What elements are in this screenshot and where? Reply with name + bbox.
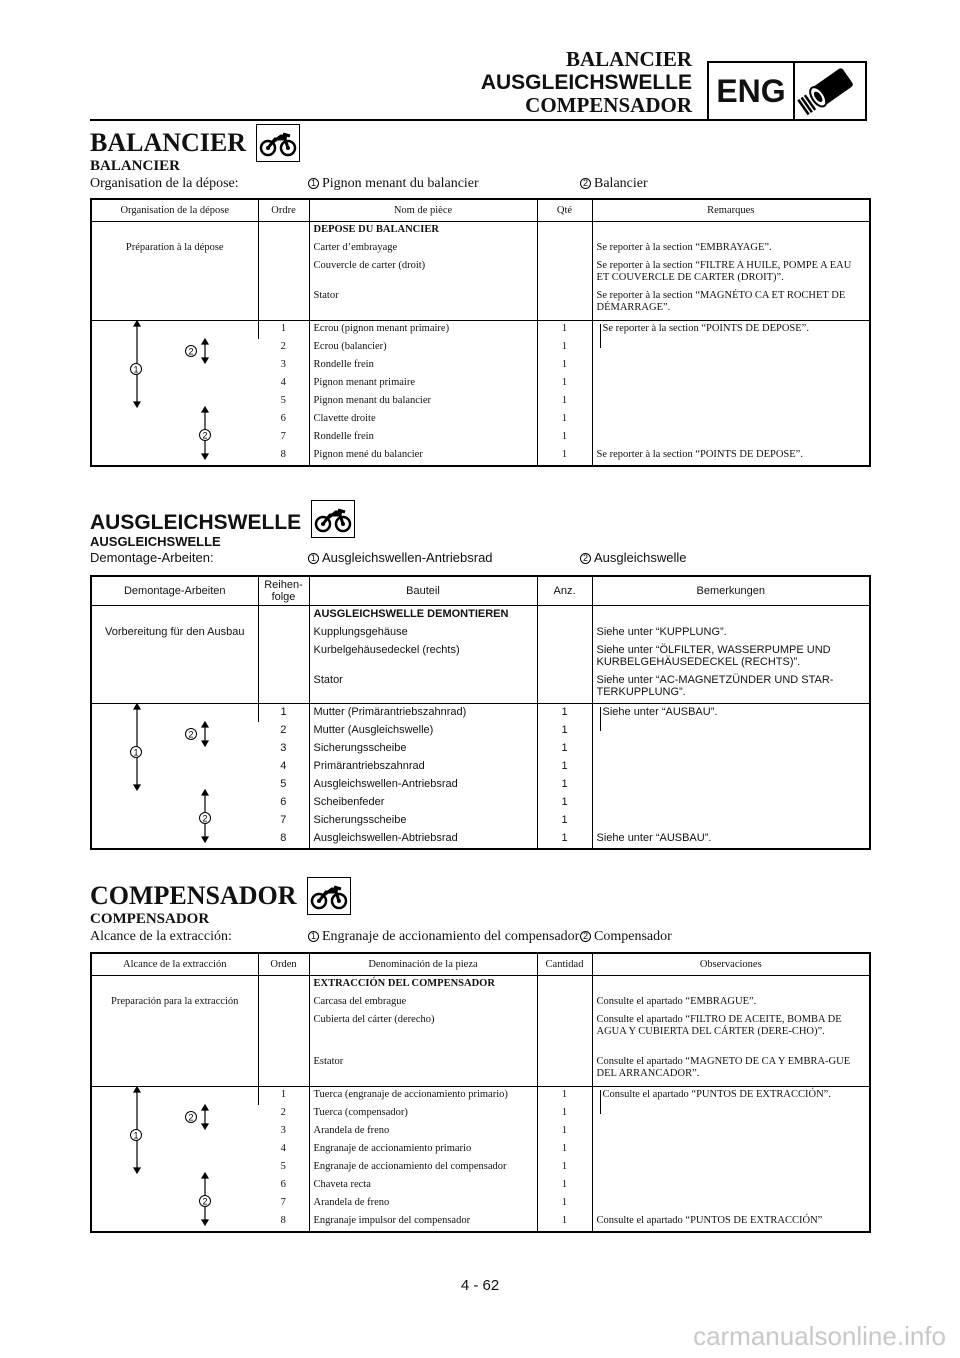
engine-piston-icon — [795, 63, 865, 119]
table-cell — [592, 429, 870, 447]
section-subtitle: AUSGLEICHSWELLE — [90, 534, 221, 549]
col-header: Bemerkungen — [592, 576, 870, 605]
section-subtitle: BALANCIER — [90, 158, 181, 174]
col-header: Reihen-folge — [258, 576, 309, 605]
table-cell: Primärantriebszahnrad — [309, 758, 537, 776]
table-cell: Vorbereitung für den Ausbau — [105, 625, 245, 638]
table-cell: 6 — [280, 1178, 286, 1190]
table-cell: Mutter (Ausgleichswelle) — [309, 722, 537, 740]
table-cell — [258, 976, 309, 995]
table-cell: Siehe unter “ÖLFILTER, WASSERPUMPE UND KURBELGEHÄUSEDECKEL (RECHTS)”. — [592, 642, 870, 672]
header-rule — [90, 119, 708, 121]
table-cell: Consulte el apartado “EMBRAGUE”. — [592, 994, 870, 1012]
col-header: Organisation de la dépose — [91, 199, 258, 222]
table-cell: 1 — [537, 758, 592, 776]
section-ausgleichswelle — [90, 500, 869, 844]
table-cell: Se reporter à la section “FILTRE A HUILE, POMPE A EAU ET COUVERCLE DE CARTER (DROIT)”. — [592, 258, 870, 288]
table-cell: 5 — [280, 394, 286, 406]
col-header: Orden — [258, 953, 309, 976]
table-cell — [592, 1123, 870, 1141]
table-cell: 6 — [280, 796, 287, 808]
table-cell — [537, 1012, 592, 1054]
svg-text:1: 1 — [133, 1130, 139, 1140]
section-title: BALANCIER — [90, 128, 247, 157]
parts-table — [90, 575, 871, 850]
col-header: Ordre — [258, 199, 309, 222]
table-cell — [258, 1012, 309, 1054]
table-cell — [537, 642, 592, 672]
table-cell: Tuerca (engranaje de accionamiento primario) — [309, 1086, 537, 1105]
table-cell: 7 — [280, 814, 287, 826]
svg-text:2: 2 — [202, 1196, 208, 1206]
parts-table — [90, 198, 871, 467]
table-cell: Pignon menant du balancier — [309, 393, 537, 411]
table-cell: 1 — [537, 776, 592, 794]
table-cell: Engranaje de accionamiento primario — [309, 1141, 537, 1159]
table-cell — [537, 1054, 592, 1086]
table-cell — [537, 672, 592, 704]
table-cell — [91, 642, 258, 672]
table-cell: 1 — [258, 320, 309, 339]
table-cell: 6 — [280, 412, 286, 424]
table-row — [91, 704, 870, 723]
table-cell — [592, 411, 870, 429]
table-row — [91, 1012, 870, 1054]
table-cell: Carcasa del embrague — [309, 994, 537, 1012]
table-cell: 7 — [280, 430, 286, 442]
table-cell: 2 — [280, 1106, 286, 1118]
table-cell: Préparation à la dépose — [125, 242, 224, 253]
table-cell — [91, 976, 258, 995]
col-header: Anz. — [537, 576, 592, 605]
table-cell — [592, 393, 870, 411]
table-cell: Siehe unter “AUSBAU”. — [592, 830, 870, 849]
table-cell: Se reporter à la section “MAGNÉTO CA ET ROCHET DE DÉMARRAGE”. — [592, 288, 870, 320]
table-cell — [592, 1141, 870, 1159]
table-cell: 1 — [537, 794, 592, 812]
table-cell — [258, 288, 309, 320]
table-cell: 1 — [537, 1123, 592, 1141]
disassembly-order-diagram — [91, 1086, 258, 1232]
table-cell — [537, 605, 592, 624]
table-cell: Consulte el apartado “FILTRO DE ACEITE, BOMBA DE AGUA Y CUBIERTA DEL CÁRTER (DERE-CHO)”. — [592, 1012, 870, 1054]
table-cell: AUSGLEICHSWELLE DEMONTIEREN — [309, 605, 537, 624]
table-row — [91, 994, 870, 1012]
table-cell: 1 — [537, 411, 592, 429]
table-cell — [91, 1012, 258, 1054]
table-cell: Consulte el apartado “MAGNETO DE CA Y EMBRA-GUE DEL ARRANCADOR”. — [592, 1054, 870, 1086]
table-cell: Tuerca (compensador) — [309, 1105, 537, 1123]
table-cell — [258, 672, 309, 704]
col-header: Remarques — [592, 199, 870, 222]
table-cell — [91, 222, 258, 241]
table-row — [91, 672, 870, 704]
svg-text:2: 2 — [188, 729, 194, 740]
table-cell: Stator — [309, 672, 537, 704]
col-header: Nom de pièce — [309, 199, 537, 222]
table-cell — [537, 976, 592, 995]
table-cell: 1 — [537, 320, 592, 339]
section-subtitle: COMPENSADOR — [90, 911, 210, 927]
table-row — [91, 1054, 870, 1086]
svg-text:1: 1 — [133, 747, 139, 758]
svg-text:2: 2 — [188, 1112, 194, 1122]
table-cell: Couvercle de carter (droit) — [309, 258, 537, 288]
table-cell: 4 — [280, 376, 286, 388]
table-cell: 1 — [537, 1213, 592, 1232]
table-cell: Rondelle frein — [309, 357, 537, 375]
table-cell — [592, 222, 870, 241]
table-cell: Sicherungsscheibe — [309, 812, 537, 830]
table-cell: 5 — [280, 1160, 286, 1172]
table-cell: 4 — [280, 1142, 286, 1154]
table-cell: Pignon mené du balancier — [309, 447, 537, 466]
table-cell — [258, 624, 309, 642]
svg-text:1: 1 — [133, 364, 139, 374]
job-item-2: 2 Balancier — [580, 176, 648, 192]
table-cell — [592, 1177, 870, 1195]
job-item-2: 2 Ausgleichswelle — [580, 550, 687, 565]
header-titles — [481, 48, 692, 117]
col-header: Alcance de la extracción — [91, 953, 258, 976]
table-cell: Pignon menant primaire — [309, 375, 537, 393]
table-cell: Stator — [309, 288, 537, 320]
header-title-es: COMPENSADOR — [525, 93, 692, 117]
table-cell: Se reporter à la section “POINTS DE DEPOSE”. — [592, 447, 870, 466]
svg-text:2: 2 — [202, 430, 208, 440]
table-row — [91, 976, 870, 995]
job-item-1: 1 Pignon menant du balancier — [308, 176, 479, 192]
table-cell: Consulte el apartado “PUNTOS DE EXTRACCIÓN”. — [592, 1086, 870, 1123]
table-cell: Engranaje impulsor del compensador — [309, 1213, 537, 1232]
motorcycle-icon — [307, 877, 351, 915]
table-cell — [258, 1054, 309, 1086]
table-cell — [592, 357, 870, 375]
table-cell: Se reporter à la section “POINTS DE DEPOSE”. — [592, 320, 870, 357]
table-cell: 1 — [258, 1086, 309, 1105]
table-row — [91, 1086, 870, 1105]
parts-table — [90, 952, 871, 1233]
table-cell: 1 — [537, 1105, 592, 1123]
table-cell: 1 — [537, 339, 592, 357]
table-cell: DEPOSE DU BALANCIER — [309, 222, 537, 241]
table-cell — [258, 994, 309, 1012]
table-cell: Estator — [309, 1054, 537, 1086]
table-row — [91, 288, 870, 320]
table-cell: 1 — [537, 1177, 592, 1195]
disassembly-order-diagram — [91, 704, 258, 850]
table-cell — [592, 1195, 870, 1213]
table-cell: Kupplungsgehäuse — [309, 624, 537, 642]
table-cell: Siehe unter “AUSBAU”. — [592, 704, 870, 741]
watermark: carmanualsonline.info — [693, 1321, 946, 1351]
table-cell — [258, 222, 309, 241]
table-row — [91, 222, 870, 241]
table-cell: 1 — [537, 429, 592, 447]
job-label: Organisation de la dépose: — [90, 176, 239, 191]
table-cell — [592, 1159, 870, 1177]
table-cell — [592, 605, 870, 624]
section-compensador — [90, 877, 869, 1226]
table-cell: 1 — [537, 722, 592, 740]
table-cell — [592, 740, 870, 758]
table-cell: Arandela de freno — [309, 1195, 537, 1213]
eng-badge-label: ENG — [709, 63, 795, 119]
table-cell: 3 — [280, 358, 286, 370]
table-cell: Sicherungsscheibe — [309, 740, 537, 758]
job-label: Demontage-Arbeiten: — [90, 550, 214, 565]
table-cell: 7 — [280, 1196, 286, 1208]
table-cell: Ausgleichswellen-Antriebsrad — [309, 776, 537, 794]
table-row — [91, 642, 870, 672]
job-item-1: 1 Ausgleichswellen-Antriebsrad — [308, 550, 493, 565]
table-cell — [91, 258, 258, 288]
disassembly-order-diagram — [91, 320, 258, 466]
table-cell: Clavette droite — [309, 411, 537, 429]
table-cell: 1 — [537, 375, 592, 393]
col-header: Denominación de la pieza — [309, 953, 537, 976]
table-cell: Se reporter à la section “EMBRAYAGE”. — [592, 240, 870, 258]
job-item-2: 2 Compensador — [580, 929, 672, 945]
table-cell — [537, 240, 592, 258]
table-cell: 1 — [537, 812, 592, 830]
table-cell: 1 — [537, 1141, 592, 1159]
table-row — [91, 624, 870, 642]
table-cell: Siehe unter “KUPPLUNG”. — [592, 624, 870, 642]
header-title-de: AUSGLEICHSWELLE — [480, 71, 692, 94]
table-cell: 1 — [537, 1159, 592, 1177]
table-cell: Ecrou (pignon menant primaire) — [309, 320, 537, 339]
motorcycle-icon — [311, 500, 355, 538]
table-cell: 8 — [280, 832, 287, 844]
table-cell: 1 — [537, 357, 592, 375]
table-row — [91, 605, 870, 624]
table-cell: Consulte el apartado “PUNTOS DE EXTRACCIÓN” — [592, 1213, 870, 1232]
table-row — [91, 320, 870, 339]
eng-badge — [707, 61, 867, 121]
motorcycle-icon — [256, 124, 300, 162]
table-cell: Ecrou (balancier) — [309, 339, 537, 357]
table-row — [91, 240, 870, 258]
table-cell — [592, 812, 870, 830]
table-cell — [592, 776, 870, 794]
table-cell — [537, 994, 592, 1012]
table-cell: 3 — [280, 1124, 286, 1136]
table-cell: 2 — [280, 724, 287, 736]
table-cell: Kurbelgehäusedeckel (rechts) — [309, 642, 537, 672]
table-cell: 1 — [537, 447, 592, 466]
table-cell — [537, 222, 592, 241]
table-cell — [258, 642, 309, 672]
table-cell — [91, 288, 258, 320]
table-cell — [592, 758, 870, 776]
table-cell: Cubierta del cárter (derecho) — [309, 1012, 537, 1054]
table-cell — [537, 288, 592, 320]
table-cell: 8 — [280, 448, 286, 460]
job-item-1: 1 Engranaje de accionamiento del compensador — [308, 929, 579, 945]
table-cell: Chaveta recta — [309, 1177, 537, 1195]
table-cell: Arandela de freno — [309, 1123, 537, 1141]
page-number: 4 - 62 — [460, 1277, 500, 1294]
table-cell — [91, 672, 258, 704]
section-balancier — [90, 124, 869, 460]
col-header: Qté — [537, 199, 592, 222]
table-cell: Ausgleichswellen-Abtriebsrad — [309, 830, 537, 849]
table-cell: Engranaje de accionamiento del compensador — [309, 1159, 537, 1177]
col-header: Demontage-Arbeiten — [91, 576, 258, 605]
table-cell — [592, 976, 870, 995]
table-cell: 1 — [537, 393, 592, 411]
table-cell: Preparación para la extracción — [111, 996, 239, 1007]
table-cell — [592, 375, 870, 393]
table-cell — [258, 605, 309, 624]
table-cell: 8 — [280, 1214, 286, 1226]
table-cell: Mutter (Primärantriebszahnrad) — [309, 704, 537, 723]
svg-text:2: 2 — [202, 813, 208, 824]
section-title: AUSGLEICHSWELLE — [90, 511, 302, 534]
table-cell: Scheibenfeder — [309, 794, 537, 812]
table-cell: 2 — [280, 340, 286, 352]
col-header: Bauteil — [309, 576, 537, 605]
header-title-fr: BALANCIER — [565, 47, 692, 71]
table-cell: Carter d’embrayage — [309, 240, 537, 258]
table-cell — [537, 258, 592, 288]
table-cell — [592, 794, 870, 812]
table-cell — [91, 1054, 258, 1086]
table-cell: Siehe unter “AC-MAGNETZÜNDER UND STAR-TERKUPPLUNG”. — [592, 672, 870, 704]
table-cell: 1 — [258, 704, 309, 723]
table-cell — [537, 624, 592, 642]
table-cell: 1 — [537, 704, 592, 723]
table-cell: 5 — [280, 778, 287, 790]
svg-text:2: 2 — [188, 346, 194, 356]
table-cell: 1 — [537, 1086, 592, 1105]
table-cell: EXTRACCIÓN DEL COMPENSADOR — [309, 976, 537, 995]
table-cell — [258, 258, 309, 288]
table-row — [91, 258, 870, 288]
table-cell — [258, 240, 309, 258]
section-title: COMPENSADOR — [90, 881, 297, 910]
col-header: Observaciones — [592, 953, 870, 976]
table-cell: Rondelle frein — [309, 429, 537, 447]
job-label: Alcance de la extracción: — [90, 929, 232, 944]
table-cell: 1 — [537, 830, 592, 849]
table-cell: 1 — [537, 740, 592, 758]
table-cell: 1 — [537, 1195, 592, 1213]
table-cell: 3 — [280, 742, 287, 754]
table-cell — [91, 605, 258, 624]
col-header: Cantidad — [537, 953, 592, 976]
table-cell: 4 — [280, 760, 287, 772]
